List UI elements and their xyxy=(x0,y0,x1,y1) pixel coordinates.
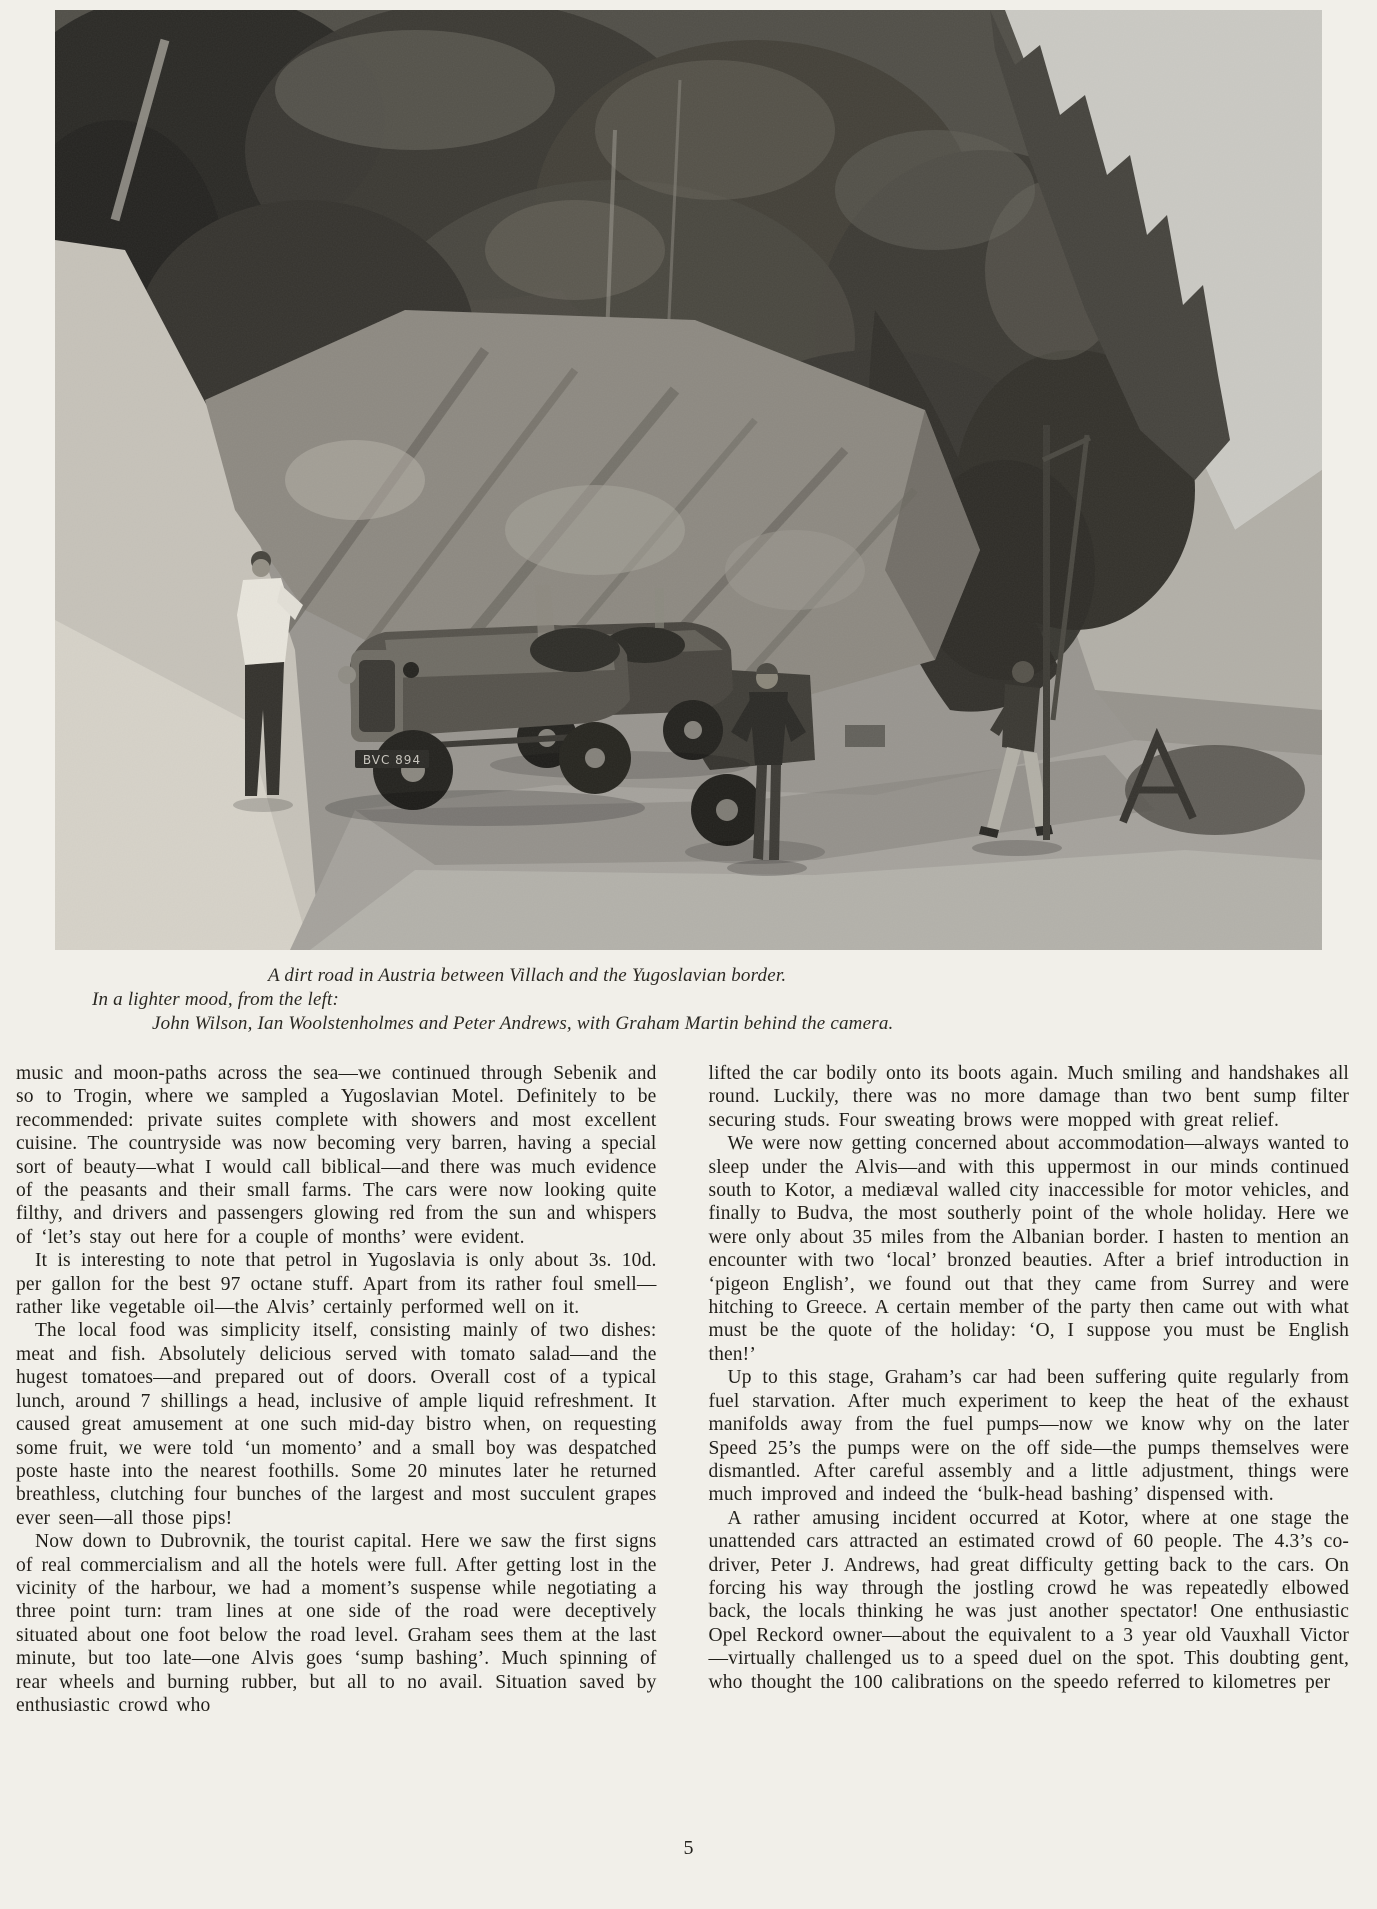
article-body xyxy=(16,1062,1349,1717)
article-paragraph: Now down to Dubrovnik, the tourist capital. Here we saw the first signs of real commercialism and all the hotels were full. After getting lost in the vicinity of the harbour, we had a moment’s suspense while negotiating a three point turn: tram lines at one side of the road were deceptively situated about one foot below the road level. Graham sees them at the last minute, but too late—one Alvis goes ‘sump bashing’. Much spinning of rear wheels and burning rubber, but all to no avail. Situation saved by enthusiastic crowd who xyxy=(16,1531,657,1716)
caption-line-3: John Wilson, Ian Woolstenholmes and Peter Andrews, with Graham Martin behind the camera. xyxy=(152,1013,894,1034)
article-paragraph: We were now getting concerned about accommodation—always wanted to sleep under the Alvis—and with this uppermost in our minds continued south to Kotor, a mediæval walled city inaccessible for motor vehicles, and finally to Budva, the most southerly point of the whole holiday. Here we were only about 35 miles from the Albanian border. I hasten to mention an encounter with two ‘local’ bronzed beauties. After a brief introduction in ‘pigeon English’, we found out that they came from Surrey and were hitching to Greece. A certain member of the party then came out with what must be the quote of the holiday: ‘O, I suppose you must be English then!’ xyxy=(708,1133,1349,1365)
article-paragraph: lifted the car bodily onto its boots again. Much smiling and handshakes all round. Luckily, there was no more damage than two bent sump filter securing studs. Four sweating brows were mopped with great relief. xyxy=(708,1063,1349,1131)
page-number: 5 xyxy=(683,1837,694,1859)
caption-line-2: In a lighter mood, from the left: xyxy=(92,989,340,1010)
left-column xyxy=(16,1062,657,1717)
photo-illustration xyxy=(55,10,1322,950)
article-paragraph: A rather amusing incident occurred at Kotor, where at one stage the unattended cars attracted an estimated crowd of 60 people. The 4.3’s co-driver, Peter J. Andrews, had great difficulty getting back to the cars. On forcing his way through the jostling crowd he was repeatedly elbowed back, the locals thinking he was just another spectator! One enthusiastic Opel Reckord owner—about the equivalent to a 3 year old Vauxhall Victor—virtually challenged us to a speed duel on the spot. This doubting gent, who thought the 100 calibrations on the speedo referred to kilometres per xyxy=(708,1507,1349,1693)
license-plate-text: BVC 894 xyxy=(362,753,422,767)
photo-caption xyxy=(0,964,1377,1036)
caption-line-1: A dirt road in Austria between Villach and the Yugoslavian border. xyxy=(268,965,787,986)
article-paragraph: Up to this stage, Graham’s car had been suffering quite regularly from fuel starvation. After much experiment to keep the heat of the exhaust manifolds away from the fuel pumps—now we know why on the later Speed 25’s the pumps were on the off side—the pumps themselves were dismantled. After careful assembly and a little adjustment, things were much improved and indeed the ‘bulk-head bashing’ dispensed with. xyxy=(708,1367,1349,1506)
right-column xyxy=(709,1062,1350,1717)
article-photograph xyxy=(55,10,1322,950)
article-paragraph: The local food was simplicity itself, consisting mainly of two dishes: meat and fish. Absolutely delicious served with tomato salad—and the hugest tomatoes—and prepared out of doors. Overall cost of a typical lunch, around 7 shillings a head, inclusive of ample liquid refreshment. It caused great amusement at one such mid-day bistro when, on requesting some fruit, we were told ‘un momento’ and a small boy was despatched poste haste into the nearest foothills. Some 20 minutes later he returned breathless, clutching four bunches of the largest and most succulent grapes ever seen—all those pips! xyxy=(16,1320,657,1529)
article-paragraph: It is interesting to note that petrol in Yugoslavia is only about 3s. 10d. per gallon for the best 97 octane stuff. Apart from its rather foul smell—rather like vegetable oil—the Alvis’ certainly performed well on it. xyxy=(16,1250,657,1319)
article-paragraph: music and moon-paths across the sea—we continued through Sebenik and so to Trogin, where we sampled a Yugoslavian Motel. Definitely to be recommended: private suites complete with showers and most excellent cuisine. The countryside was now becoming very barren, having a special sort of beauty—what I would call biblical—and there was much evidence of the peasants and their small farms. The cars were now looking quite filthy, and drivers and passengers glowing red from the sun and whispers of ‘let’s stay out here for a couple of months’ were evident. xyxy=(16,1063,657,1248)
photo-grain-overlay xyxy=(55,10,1322,950)
